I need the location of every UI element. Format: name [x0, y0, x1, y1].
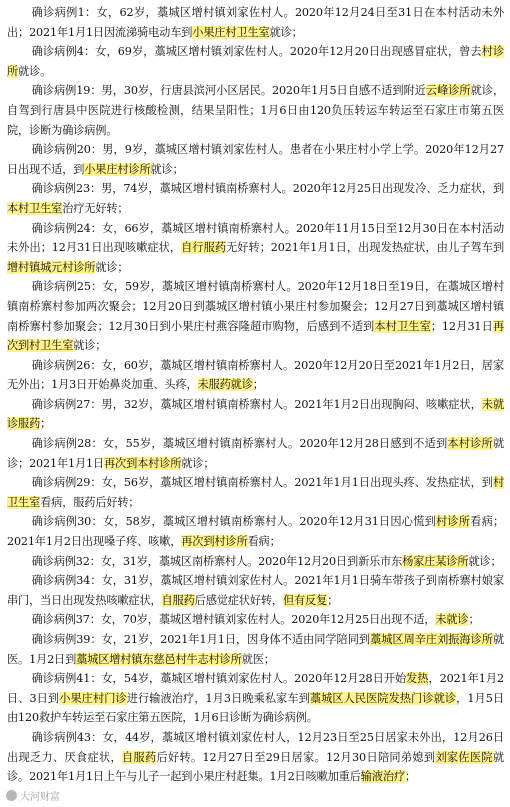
case-text: ； — [40, 417, 52, 431]
highlighted-text: 自服药 — [121, 750, 157, 764]
case-text: 无好转；2021年1月1日，出现发热症状，由儿子驾车到 — [226, 241, 504, 255]
case-paragraph — [7, 630, 504, 669]
weibo-logo-icon — [6, 790, 17, 801]
case-text: 治疗无好转； — [62, 201, 129, 215]
case-text: 就诊； — [95, 260, 129, 274]
case-text: 看病； — [247, 535, 281, 549]
case-text: ，1月5日由120救护车转运至石家庄第五医院，1月6日诊断为确诊病例。 — [7, 691, 504, 725]
case-text: 确诊病例34：女，31岁，藁城区增村镇刘家佐村人。2021年1月1日骑车带孩子到南桥寨村娘家串门，当日出现发热咳嗽症状， — [7, 574, 504, 607]
case-paragraph — [7, 434, 504, 473]
case-paragraph — [7, 610, 504, 630]
case-text: ； — [468, 613, 480, 627]
case-text: 确诊病例37：女，70岁，藁城区增村镇刘家佐村人。2020年12月25日出现不适， — [31, 613, 436, 627]
case-text: ； — [327, 593, 339, 607]
highlighted-text: 自服药 — [161, 593, 195, 607]
highlighted-text: 村诊所 — [7, 45, 505, 78]
case-text: ； — [404, 770, 416, 784]
case-text: 确诊病例28：女，55岁，藁城区增村镇南桥寨村人。2020年12月28日感到不适到 — [31, 437, 448, 451]
case-text: 后感觉症状好转， — [194, 593, 283, 607]
case-text: 就诊； — [468, 554, 502, 568]
case-text: 就诊，自驾到行唐县中医院进行核酸检测，结果呈阳性；1月6日由120负压转运车转运至石家庄市第五医院，诊断为确诊病例。 — [7, 84, 504, 137]
case-text: 确诊病例41：女，54岁，藁城区增村镇刘家佐村人。2020年12月28日开始 — [31, 672, 407, 686]
highlighted-text: 本村卫生室 — [7, 201, 63, 215]
highlighted-text: 再次到村卫生室 — [7, 319, 504, 353]
case-text: 确诊病例27：男，32岁，藁城区增村镇南桥寨村人。2021年1月2日出现胸闷、咳嗽症状， — [31, 397, 482, 411]
case-text: 确诊病例32：女，31岁，藁城区南桥寨村人。2020年12月20日到新乐市东 — [31, 554, 403, 568]
case-text: 就诊； — [73, 339, 107, 353]
case-text: 就诊。 — [18, 64, 52, 78]
case-text: 看病，服药后好转； — [40, 495, 140, 509]
highlighted-text: 增村镇城元村诊所 — [7, 260, 96, 274]
case-text: 确诊病例4：女，69岁，藁城区增村镇刘家佐村人。2020年12月20日出现感冒症状，曾去 — [31, 45, 482, 59]
highlighted-text: 小果庄村诊所 — [84, 162, 151, 176]
case-text: 确诊病例23：男，74岁，藁城区增村镇南桥寨村人。2020年12月25日出现发冷、乏力症状，到 — [31, 182, 504, 196]
highlighted-text: 再次到村诊所 — [181, 535, 248, 549]
highlighted-text: 村卫生室 — [7, 476, 504, 509]
highlighted-text: 输液治疗 — [360, 770, 405, 784]
highlighted-text: 小果庄村门诊 — [59, 691, 127, 705]
case-paragraph — [7, 356, 504, 395]
case-text: 就诊；2021年1月1日 — [7, 437, 504, 470]
case-text: 后好转。12月27日至29日居家。12月30日陪同弟媳到 — [156, 750, 436, 764]
case-paragraph — [7, 512, 504, 551]
highlighted-text: 本村卫生室 — [374, 319, 431, 333]
case-text: 确诊病例30：女，58岁，藁城区增村镇南桥寨村人。2020年12月31日因心慌到 — [31, 515, 436, 529]
case-text: 确诊病例20：男，9岁，藁城区增村镇刘家佐村人。患者在小果庄村小学上学。2020年12月27日出现不适，到 — [7, 143, 504, 176]
highlighted-text: 发热 — [406, 672, 429, 686]
case-text: 确诊病例19：男，30岁，行唐县滨河小区居民。2020年1月5日自感不适到附近 — [31, 84, 426, 98]
highlighted-text: 藁城区增村镇东慈邑村牛志村诊所 — [76, 652, 242, 666]
highlighted-text: 云峰诊所 — [425, 84, 471, 98]
case-text: 就诊。2021年1月1日上午与儿子一起到小果庄村赶集。1月2日咳嗽加重后 — [7, 750, 504, 784]
case-text: 就医。1月2日到 — [7, 633, 504, 666]
case-paragraph — [7, 81, 504, 140]
case-paragraph — [7, 3, 504, 42]
highlighted-text: 本村诊所 — [447, 437, 493, 451]
case-text: ； — [252, 378, 264, 392]
case-text: 就诊； — [269, 25, 303, 39]
case-text: ；12月31日 — [430, 319, 493, 333]
highlighted-text: 藁城区人民医院发热门诊就诊 — [309, 691, 457, 705]
highlighted-text: 村诊所 — [435, 515, 471, 529]
case-text: 就诊； — [150, 162, 184, 176]
highlighted-text: 藁城区周辛庄刘振海诊所 — [370, 633, 493, 646]
case-paragraph — [7, 571, 504, 610]
case-paragraph — [7, 140, 504, 179]
case-text: 确诊病例25：女，59岁，藁城区增村镇南桥寨村人。2020年12月18日至19日，在藁城区增村镇南桥寨村参加两次聚会；12月20日到藁城区增村镇小果庄村参加聚会；12月27日到藁城区增村镇南桥寨村参加聚会；12月30日到小果庄村燕容隆超市购物，后感到不适到 — [7, 280, 504, 333]
case-text: 进行输液治疗，1月3日晚乘私家车到 — [126, 691, 310, 705]
watermark-text: 大河财富 — [20, 792, 60, 803]
case-paragraph — [7, 219, 504, 278]
highlighted-text: 再次到本村诊所 — [104, 456, 182, 470]
highlighted-text: 小果庄村卫生室 — [192, 25, 270, 39]
highlighted-text: 刘家佐医院 — [435, 750, 493, 764]
case-text: 确诊病例26：女，60岁，藁城区增村镇南桥寨村人。2020年12月20日至2021年1月2日，居家无外出；1月3日开始鼻炎加重、头疼， — [7, 358, 504, 392]
case-paragraph — [7, 42, 504, 81]
case-text: 就医； — [241, 652, 275, 666]
highlighted-text: 但有反复 — [282, 593, 328, 607]
case-text: 确诊病例24：女，66岁，藁城区增村镇南桥寨村人。2020年11月15日至12月30日在本村活动未外出；12月31日出现咳嗽症状， — [7, 221, 504, 255]
case-paragraph — [7, 277, 504, 355]
case-text: 确诊病例29：女，56岁，藁城区增村镇南桥寨村人。2021年1月1日出现头疼、发热症状，到 — [31, 476, 493, 490]
case-paragraph — [7, 473, 504, 512]
highlighted-text: 杨家庄某诊所 — [402, 554, 469, 568]
watermark — [6, 788, 60, 803]
highlighted-text: 未就诊服药 — [7, 397, 504, 431]
case-text: 确诊病例43：女，44岁，藁城区增村镇刘家佐村人，12月23日至25日居家未外出，12月26日出现乏力、厌食症状， — [7, 730, 504, 764]
case-text: 就诊； — [181, 456, 215, 470]
case-paragraph — [7, 179, 504, 218]
highlighted-text: 自行服药 — [181, 241, 227, 255]
case-text: 确诊病例39：女，21岁，2021年1月1日，因身体不适由同学陪同到 — [31, 633, 371, 646]
case-paragraph — [7, 552, 504, 572]
highlighted-text: 未就诊 — [435, 613, 469, 627]
highlighted-text: 未服药就诊 — [197, 378, 253, 392]
case-paragraph — [7, 395, 504, 434]
case-text: 确诊病例1：女，62岁，藁城区增村镇刘家佐村人。2020年12月24日至31日在本村活动未外出；2021年1月1日因流涕骑电动车到 — [7, 6, 504, 39]
case-paragraph — [7, 669, 504, 728]
case-text: 看病；2021年1月2日出现嗓子疼、咳嗽， — [7, 515, 504, 549]
case-paragraph — [7, 728, 504, 787]
case-text: ，2021年1月2日、3日到 — [7, 672, 505, 705]
